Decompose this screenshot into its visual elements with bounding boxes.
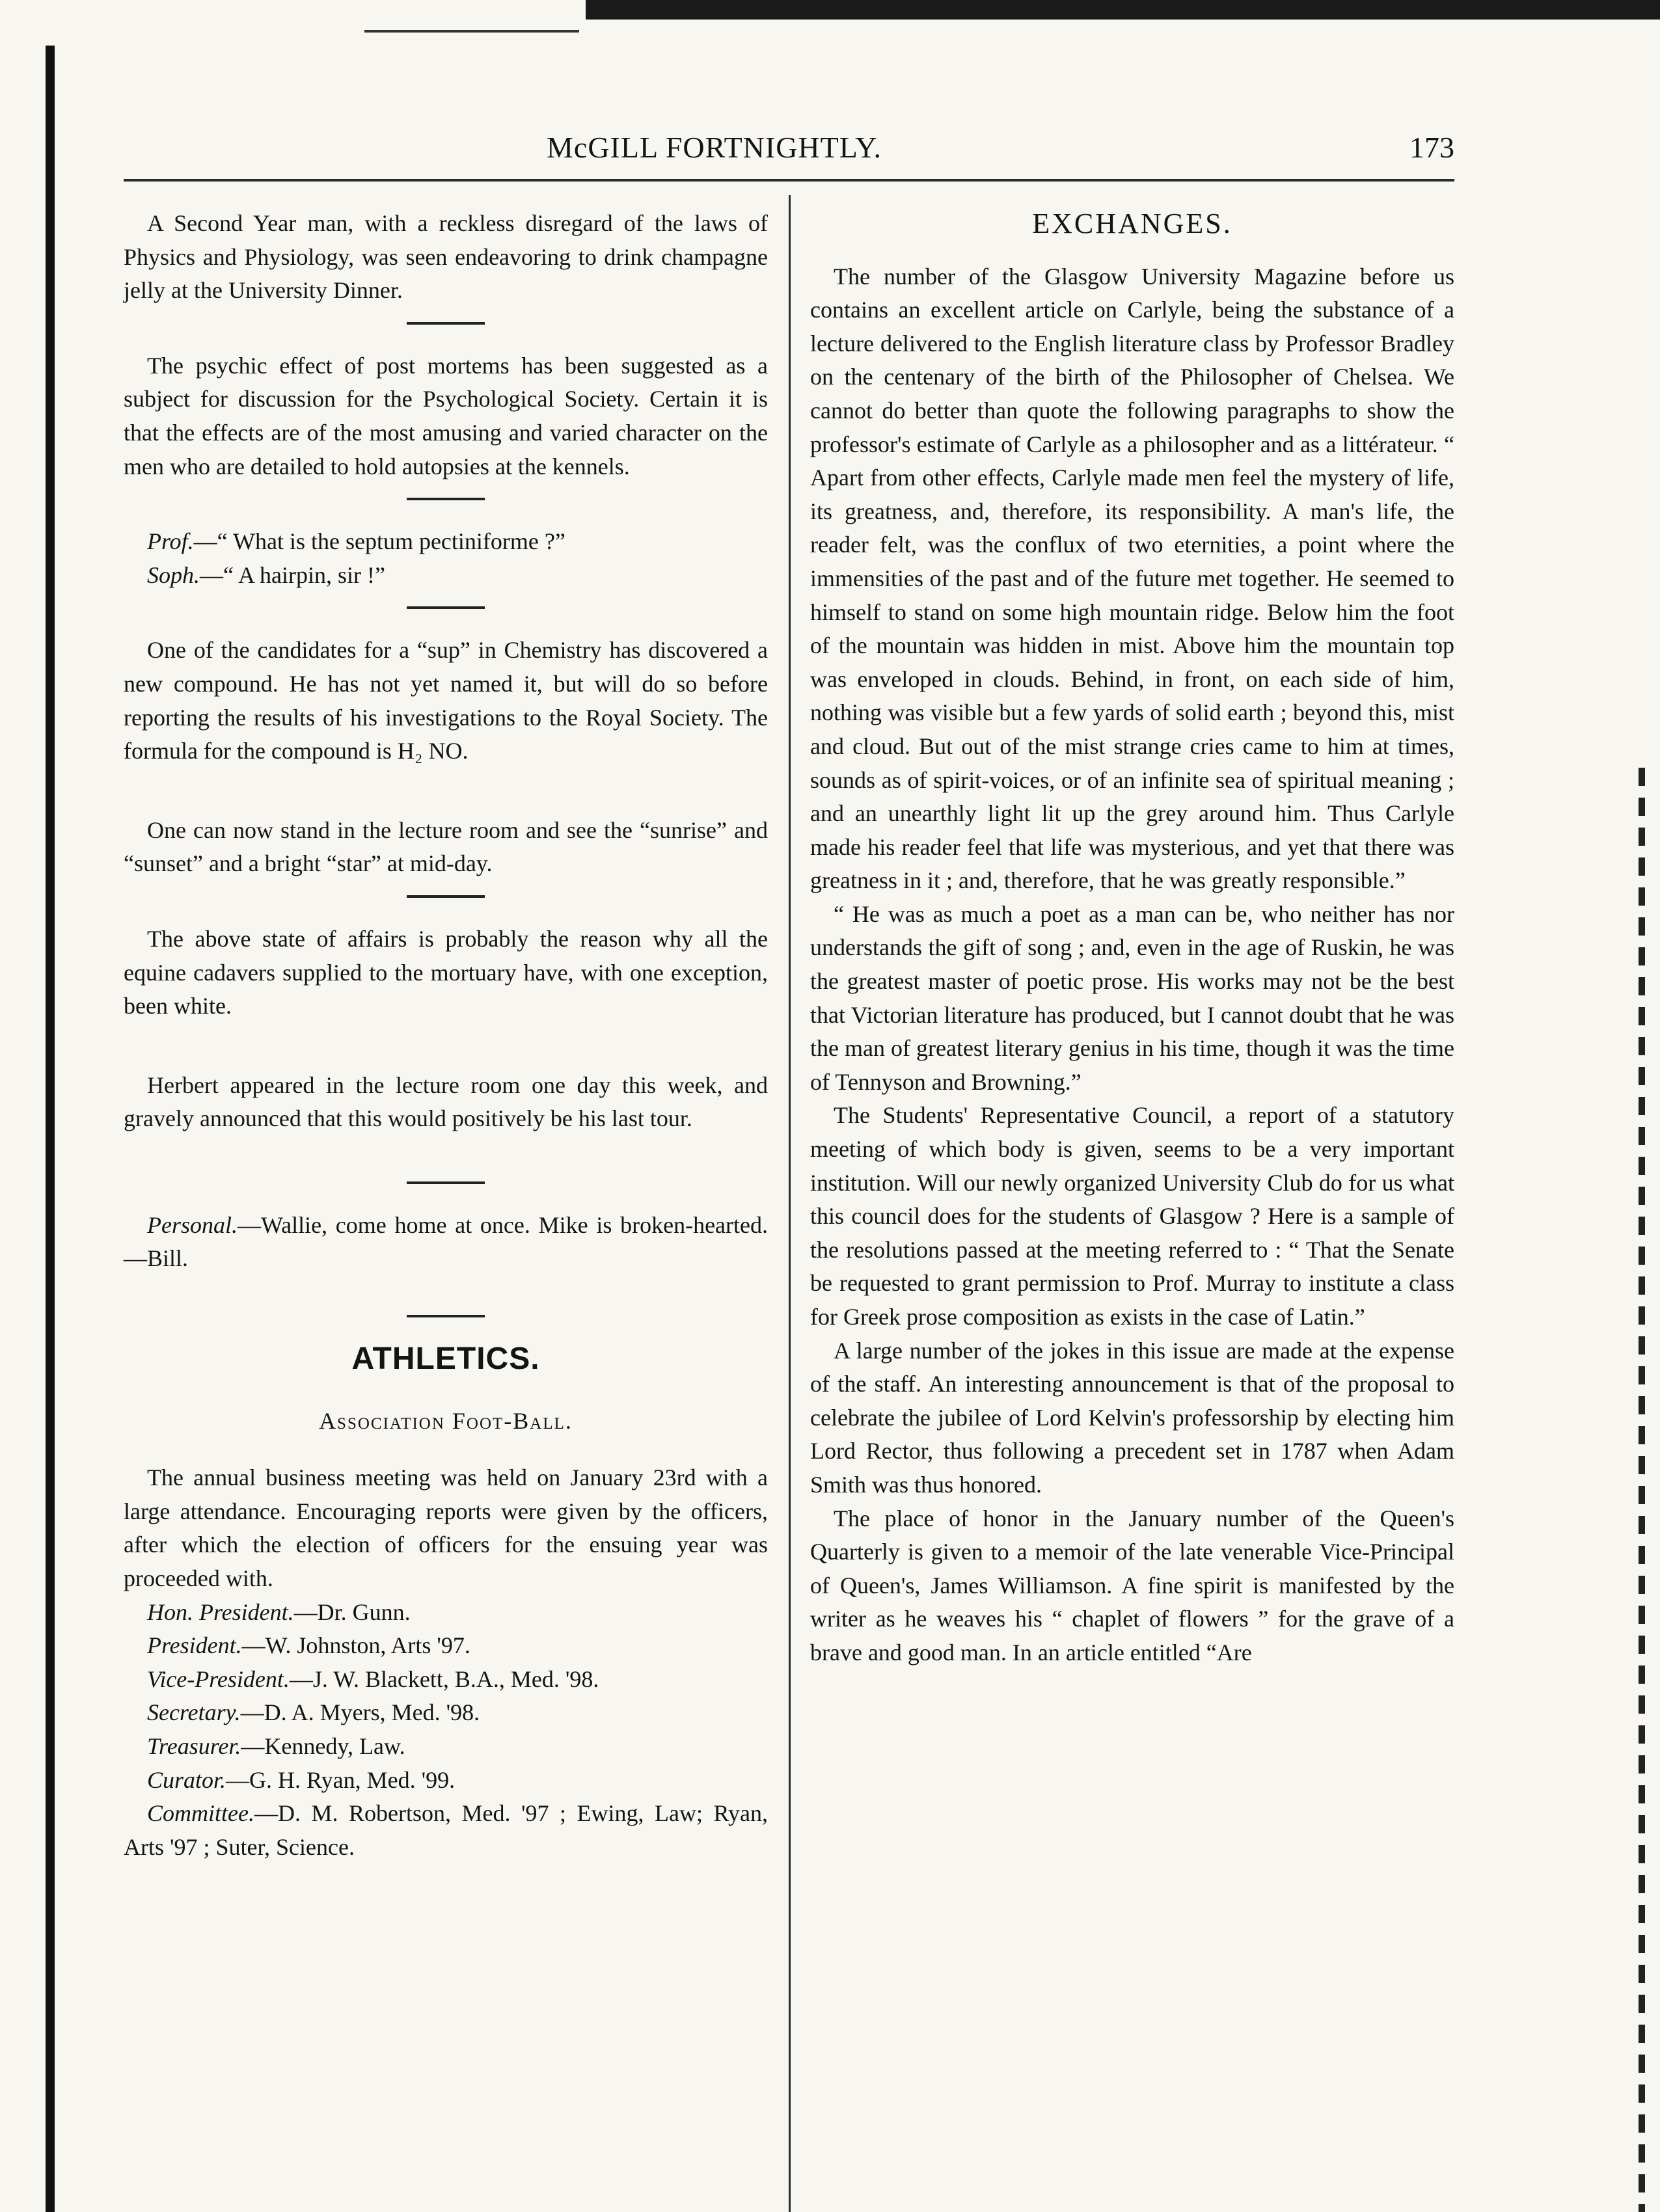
- paragraph-chemistry: One of the candidates for a “sup” in Chemistry has discovered a new compound. He has not yet named it, but will do so before reporting the results of his investigations to the Royal Society. The formula for the compound is H₂ NO.: [124, 637, 768, 764]
- paragraph-lecture-room: One can now stand in the lecture room and see the “sunrise” and “sunset” and a bright “star” at mid-day.: [124, 816, 768, 877]
- athletics-heading: ATHLETICS.: [351, 1342, 540, 1377]
- personal-text: —Wallie, come home at once. Mike is broken-hearted.—Bill.: [124, 1211, 768, 1272]
- officer-entry: [124, 1797, 768, 1864]
- scan-border-right: [1639, 768, 1645, 2212]
- page-number: 173: [1409, 131, 1454, 164]
- paragraph-carlyle-poet: “ He was as much a poet as a man can be, who neither has nor understands the gift of song ; and, even in the age of Ruskin, he was the greatest master of poetic prose. His works may not be the best that Victorian literature has produced, but I cannot doubt that he was the man of greatest literary genius in his time, though it was the time of Tennyson and Browning.”: [810, 900, 1454, 1095]
- separator-rule: [407, 895, 485, 898]
- paragraph-post-mortems: The psychic effect of post mortems has been suggested as a subject for discussion for the Psychological Society. Certain it is that the effects are of the most amusing and varied character on the men who are detailed to hold autopsies at the kennels.: [124, 352, 768, 479]
- officer-role: Secretary.: [147, 1699, 241, 1726]
- exchanges-heading: EXCHANGES.: [1032, 208, 1232, 239]
- separator-rule: [407, 606, 485, 609]
- page-header: [124, 130, 1454, 176]
- officer-name: —W. Johnston, Arts '97.: [241, 1632, 470, 1659]
- paragraph-students-council: The Students' Representative Council, a report of a statutory meeting of which body is given, seems to be a very important institution. Will our newly organized University Club do for us what this council does for the students of Glasgow ? Here is a sample of the resolutions passed at the meeting referred to : “ That the Senate be requested to grant permission to Prof. Murray to institute a class for Greek prose composition as exists in the case of Latin.”: [810, 1102, 1454, 1330]
- paragraph-cadavers: The above state of affairs is probably the reason why all the equine cadavers supplied to the mortuary have, with one exception, been white.: [124, 925, 768, 1019]
- separator-rule: [407, 498, 485, 500]
- officer-entry: [124, 1730, 768, 1764]
- dialogue-line-prof: [124, 525, 768, 559]
- officer-name: —D. A. Myers, Med. '98.: [240, 1699, 480, 1726]
- officer-role: Vice-President.: [147, 1666, 290, 1692]
- right-column: [810, 207, 1454, 1670]
- header-rule: [124, 179, 1454, 182]
- officer-name: —D. M. Robertson, Med. '97 ; Ewing, Law; Ryan, Arts '97 ; Suter, Science.: [124, 1800, 768, 1860]
- officer-name: —G. H. Ryan, Med. '99.: [226, 1766, 456, 1793]
- officer-name: —J. W. Blackett, B.A., Med. '98.: [289, 1666, 599, 1692]
- officer-role: Hon. President.: [147, 1598, 294, 1625]
- officer-role: Treasurer.: [147, 1733, 241, 1759]
- scan-mark-top: [364, 30, 579, 33]
- dialogue-line-soph: [124, 559, 768, 593]
- speaker-soph: Soph.: [147, 561, 200, 588]
- football-heading: Association Foot-Ball.: [319, 1407, 573, 1434]
- page-title: McGILL FORTNIGHTLY.: [547, 131, 882, 164]
- separator-rule: [407, 1315, 485, 1317]
- personal-label: Personal.: [147, 1211, 238, 1238]
- paragraph-lord-kelvin: A large number of the jokes in this issue are made at the expense of the staff. An interesting announcement is that of the proposal to celebrate the jubilee of Lord Kelvin's professorship by electing him Lord Rector, thus following a precedent set in 1787 when Adam Smith was thus honored.: [810, 1337, 1454, 1498]
- officer-entry: [124, 1696, 768, 1730]
- officer-name: —Dr. Gunn.: [293, 1598, 411, 1625]
- scan-border-top: [586, 0, 1660, 20]
- dialogue-text-prof: —“ What is the septum pectiniforme ?”: [193, 528, 565, 555]
- scan-border-left: [46, 46, 55, 2212]
- officer-entry: [124, 1629, 768, 1663]
- officer-entry: [124, 1596, 768, 1630]
- officer-entry: [124, 1663, 768, 1697]
- left-column: [124, 207, 768, 1864]
- paragraph-annual-meeting: The annual business meeting was held on January 23rd with a large attendance. Encouraging reports were given by the officers, after which the election of officers for the ensuing year was proceeded with.: [124, 1464, 768, 1592]
- paragraph-queens-quarterly: The place of honor in the January number of the Queen's Quarterly is given to a memoir of the late venerable Vice-Principal of Queen's, James Williamson. A fine spirit is manifested by the writer as he weaves his “ chaplet of flowers ” for the grave of a brave and good man. In an article entitled “Are: [810, 1505, 1454, 1666]
- officer-entry: [124, 1764, 768, 1798]
- officer-role: Curator.: [147, 1766, 226, 1793]
- speaker-prof: Prof.: [147, 528, 194, 555]
- column-divider: [789, 195, 791, 2212]
- personal-notice: [124, 1209, 768, 1276]
- separator-rule: [407, 322, 485, 325]
- dialogue-text-soph: —“ A hairpin, sir !”: [200, 561, 385, 588]
- paragraph-herbert: Herbert appeared in the lecture room one day this week, and gravely announced that this would positively be his last tour.: [124, 1072, 768, 1132]
- paragraph-champagne: A Second Year man, with a reckless disregard of the laws of Physics and Physiology, was seen endeavoring to drink champagne jelly at the University Dinner.: [124, 210, 768, 304]
- separator-rule: [407, 1181, 485, 1184]
- officer-role: President.: [147, 1632, 242, 1659]
- officers-list: [124, 1596, 768, 1865]
- paragraph-glasgow-magazine: The number of the Glasgow University Magazine before us contains an excellent article on Carlyle, being the substance of a lecture delivered to the English literature class by Professor Bradley on the centenary of the birth of the Philosopher of Chelsea. We cannot do better than quote the following paragraphs to show the professor's estimate of Carlyle as a philosopher and as a littérateur. “ Apart from other effects, Carlyle made men feel the mystery of life, its greatness, and, therefore, its responsibility. A man's life, the reader felt, was the conflux of two eternities, a point where the immensities of the past and of the future met together. He seemed to himself to stand on some high mountain ridge. Below him the foot of the mountain was hidden in mist. Above him the mountain top was enveloped in clouds. Behind, in front, on each side of him, nothing was visible but a few yards of solid earth ; beyond this, mist and cloud. But out of the mist strange cries came to him at times, sounds as of spirit-voices, or of an infinite sea of spiritual meaning ; and an unearthly light lit up the grey around him. Thus Carlyle made his reader feel that life was mysterious, and yet that there was greatness in it ; and, therefore, that he was greatly responsible.”: [810, 263, 1454, 894]
- officer-name: —Kennedy, Law.: [241, 1733, 405, 1759]
- officer-role: Committee.: [147, 1800, 254, 1827]
